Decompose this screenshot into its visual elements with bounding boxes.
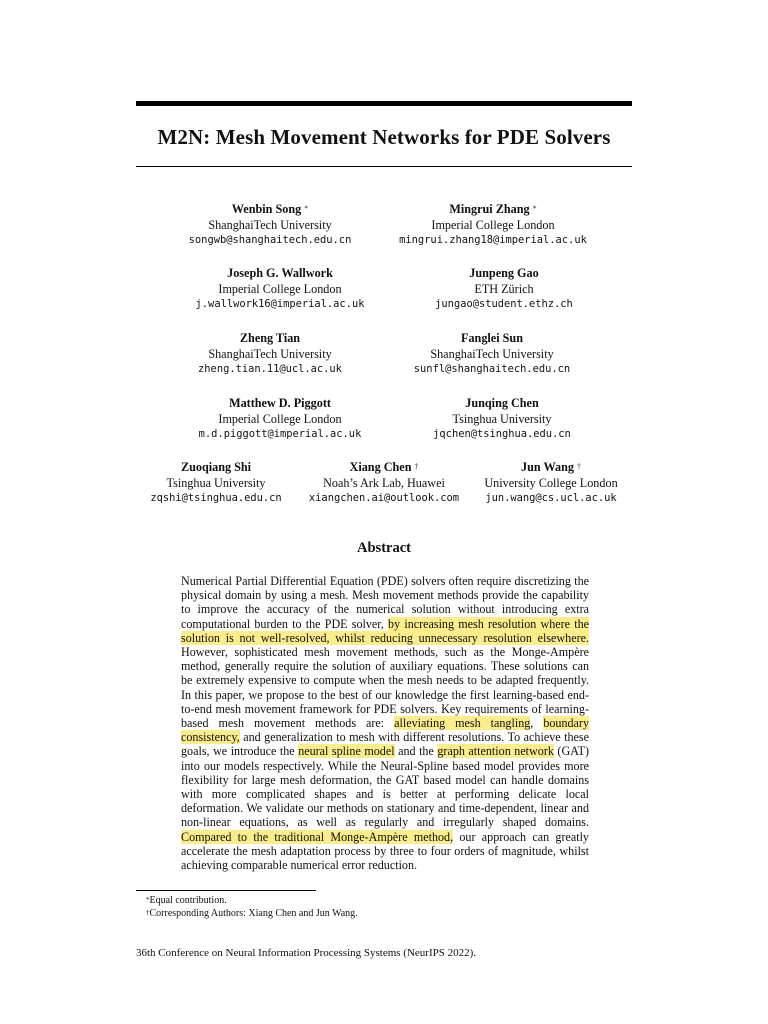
footnote-item <box>146 907 358 920</box>
author-email[interactable]: zqshi@tsinghua.edu.cn <box>150 492 282 504</box>
abstract-highlight: Compared to the traditional Monge-Ampère method, <box>181 829 454 844</box>
abstract-highlight: graph attention network <box>437 744 554 759</box>
footnote-mark: † <box>146 909 150 917</box>
abstract-highlight: boundary consistency, <box>181 716 589 745</box>
title-top-rule <box>136 101 632 106</box>
footnote-text: Equal contribution. <box>149 895 227 906</box>
author-affiliation: Imperial College London <box>431 217 555 232</box>
author-name: Joseph G. Wallwork <box>227 266 333 280</box>
author-email[interactable]: jun.wang@cs.ucl.ac.uk <box>485 492 617 504</box>
author-email[interactable]: jqchen@tsinghua.edu.cn <box>433 428 571 440</box>
author-name: Wenbin Song * <box>231 202 309 216</box>
footnote-item <box>146 894 358 907</box>
author-email[interactable]: xiangchen.ai@outlook.com <box>308 492 460 504</box>
author-mark: * <box>532 204 537 213</box>
author-block <box>378 202 608 249</box>
author-name: Zheng Tian <box>239 331 301 345</box>
author-block <box>394 266 614 313</box>
author-block <box>160 202 380 249</box>
author-name: Junpeng Gao <box>469 266 539 280</box>
author-block <box>160 331 380 378</box>
footnotes <box>146 894 358 920</box>
author-email[interactable]: sunfl@shanghaitech.edu.cn <box>413 363 571 375</box>
author-affiliation: Tsinghua University <box>452 411 552 426</box>
author-affiliation: University College London <box>484 475 618 490</box>
author-block <box>472 460 630 507</box>
author-name: Fanglei Sun <box>461 331 523 345</box>
author-email[interactable]: j.wallwork16@imperial.ac.uk <box>195 298 365 310</box>
author-email[interactable]: songwb@shanghaitech.edu.cn <box>188 234 352 246</box>
author-mark: † <box>576 462 581 471</box>
abstract-text: and generalization to mesh with different resolutions. To achieve these goals, we introduce the <box>181 730 589 759</box>
abstract-highlight: by increasing mesh resolution where the solution is not well-resolved, whilst reducing unnecessary resolution elsewhere. <box>181 616 590 645</box>
abstract-text: However, sophisticated mesh movement methods, such as the Monge-Ampère method, generally require the solution of auxiliary equations. These solutions can be extremely expensive to compute when the mesh needs to be adapted frequently. In this paper, we propose to the best of our knowledge the first learning-based end-to-end mesh movement framework for PDE solvers. Key requirements of learning-based mesh movement methods are: <box>181 645 589 731</box>
title-bottom-rule <box>136 166 632 167</box>
author-affiliation: ShanghaiTech University <box>208 217 332 232</box>
abstract-text: our approach can greatly accelerate the mesh adaptation process by three to four orders of magnitude, whilst achieving comparable numerical error reduction. <box>181 829 589 873</box>
author-affiliation: ETH Zürich <box>474 281 534 296</box>
footnote-mark: * <box>146 896 150 904</box>
author-affiliation: Tsinghua University <box>166 475 266 490</box>
author-name: Zuoqiang Shi <box>180 460 252 474</box>
footnote-rule <box>136 890 316 891</box>
author-mark: * <box>304 204 309 213</box>
author-affiliation: Noah’s Ark Lab, Huawei <box>323 475 445 490</box>
author-affiliation: ShanghaiTech University <box>208 346 332 361</box>
author-name: Junqing Chen <box>465 396 539 410</box>
author-name: Jun Wang † <box>521 460 581 474</box>
abstract-body <box>181 574 589 872</box>
author-email[interactable]: jungao@student.ethz.ch <box>435 298 573 310</box>
author-block <box>160 266 400 313</box>
author-block <box>382 331 602 378</box>
abstract-highlight: neural spline model <box>298 744 395 759</box>
author-name: Matthew D. Piggott <box>229 396 331 410</box>
abstract-heading: Abstract <box>357 540 411 556</box>
author-name: Xiang Chen † <box>349 460 419 474</box>
author-email[interactable]: m.d.piggott@imperial.ac.uk <box>198 428 362 440</box>
author-affiliation: Imperial College London <box>218 411 342 426</box>
footnote-text: Corresponding Authors: Xiang Chen and Jun Wang. <box>149 908 358 919</box>
author-affiliation: ShanghaiTech University <box>430 346 554 361</box>
author-affiliation: Imperial College London <box>218 281 342 296</box>
author-email[interactable]: zheng.tian.11@ucl.ac.uk <box>198 363 342 375</box>
author-email[interactable]: mingrui.zhang18@imperial.ac.uk <box>399 234 587 246</box>
abstract-highlight: alleviating mesh tangling <box>394 716 531 731</box>
abstract-text: and the <box>394 744 438 759</box>
author-block <box>296 460 472 507</box>
abstract-text: (GAT) into our models respectively. While the Neural-Spline based model provides more flexibility for large mesh deformation, the GAT based model can handle domains with more complicated shapes and is better at performing delicate local deformation. We validate our methods on stationary and time-dependent, linear and non-linear equations, as well as regularly and irregularly shaped domains. <box>181 744 589 830</box>
author-block <box>392 396 612 443</box>
abstract-text: , <box>530 716 544 731</box>
venue-note: 36th Conference on Neural Information Processing Systems (NeurIPS 2022). <box>136 947 477 959</box>
author-mark: † <box>414 462 419 471</box>
author-name: Mingrui Zhang * <box>449 202 537 216</box>
abstract-text: Numerical Partial Differential Equation (PDE) solvers often require discretizing the physical domain by using a mesh. Mesh movement methods provide the capability to improve the accuracy of the numerical solution without introducing extra computational burden to the PDE solver, <box>181 574 589 631</box>
paper-title: M2N: Mesh Movement Networks for PDE Solvers <box>157 125 611 149</box>
author-block <box>170 396 390 443</box>
author-block <box>136 460 296 507</box>
